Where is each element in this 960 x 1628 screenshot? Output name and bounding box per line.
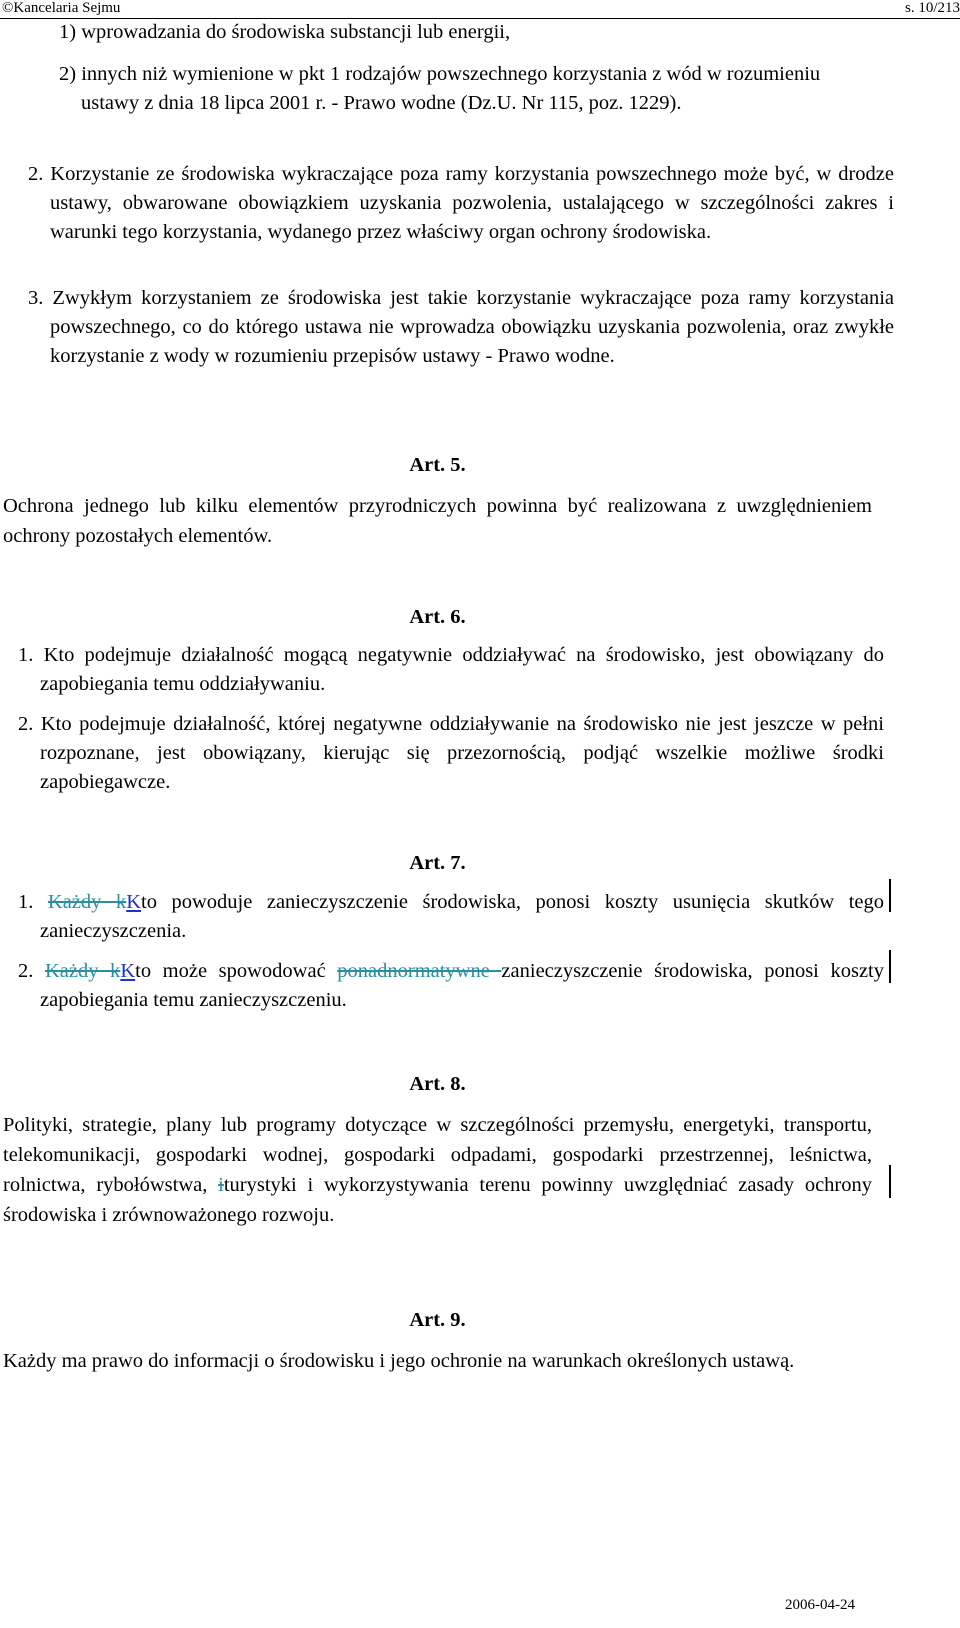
- paragraph-text: turystyki i wykorzystywania terenu powinny uwzględniać zasady ochrony środowiska i zrównoważonego rozwoju.: [3, 1174, 872, 1226]
- deleted-text: ponadnormatywne: [337, 960, 502, 982]
- page-header-left: ©Kancelaria Sejmu: [2, 0, 121, 16]
- article-7-paragraph-1: [18, 888, 884, 946]
- deleted-text: Każdy k: [44, 960, 121, 982]
- change-bar: [889, 1165, 891, 1198]
- article-6-paragraph-1: 1. Kto podejmuje działalność mogącą negatywnie oddziaływać na środowisko, jest obowiązany do zapobiegania temu oddziaływaniu.: [18, 644, 884, 695]
- list-item-1: 1) wprowadzania do środowiska substancji lub energii,: [59, 21, 511, 43]
- article-6-paragraph-2: 2. Kto podejmuje działalność, której negatywne oddziaływanie na środowisko nie jest jeszcze w pełni rozpoznane, jest obowiązany, kierując się przezornością, podjąć wszelkie możliwe środki zapobiegawcze.: [18, 713, 884, 793]
- paragraph-3: 3. Zwykłym korzystaniem ze środowiska jest takie korzystanie wykraczające poza ramy korzystania powszechnego, co do którego ustawa nie wprowadza obowiązku uzyskania pozwolenia, oraz zwykłe korzystanie z wody w rozumieniu przepisów ustawy - Prawo wodne.: [28, 287, 894, 367]
- paragraph-number: 1.: [18, 891, 48, 913]
- article-8-heading: Art. 8.: [409, 1073, 466, 1095]
- article-6-heading: Art. 6.: [409, 606, 466, 628]
- article-9-text: Każdy ma prawo do informacji o środowisku i jego ochronie na warunkach określonych ustawą.: [3, 1350, 795, 1372]
- inserted-text: K: [120, 960, 136, 982]
- article-5-text: Ochrona jednego lub kilku elementów przyrodniczych powinna być realizowana z uwzględnieniem ochrony pozostałych elementów.: [3, 495, 872, 547]
- paragraph-text: to powoduje zanieczyszczenie środowiska, ponosi koszty usunięcia skutków tego zanieczyszczenia.: [40, 891, 884, 942]
- deleted-text: Każdy k: [47, 891, 127, 913]
- page-number: s. 10/213: [904, 0, 960, 16]
- paragraph-text: to może spowodować: [135, 960, 338, 982]
- deleted-text: i: [218, 1174, 224, 1196]
- paragraph-text: Polityki, strategie, plany lub programy dotyczące w szczególności przemysłu, energetyki, transportu, telekomunikacji, gospodarki wodnej, gospodarki odpadami, gospodarki przestrzennej, leśnictwa, rolnictwa, rybołówstwa,: [3, 1114, 872, 1196]
- inserted-text: K: [126, 891, 141, 913]
- article-8-text: [3, 1110, 872, 1230]
- article-7-paragraph-2: [18, 957, 884, 1015]
- article-9-heading: Art. 9.: [409, 1309, 466, 1331]
- change-bar: [889, 879, 891, 912]
- paragraph-2: 2. Korzystanie ze środowiska wykraczające poza ramy korzystania powszechnego może być, w drodze ustawy, obwarowane obowiązkiem uzyskania pozwolenia, ustalającego w szczególności zakres i warunki tego korzystania, wydanego przez właściwy organ ochrony środowiska.: [28, 163, 894, 243]
- paragraph-number: 2.: [18, 960, 45, 982]
- footer-date: 2006-04-24: [785, 1597, 855, 1613]
- article-5-heading: Art. 5.: [409, 454, 466, 476]
- article-7-heading: Art. 7.: [409, 852, 466, 874]
- change-bar: [889, 950, 891, 983]
- paragraph-text: zanieczyszczenie środowiska, ponosi koszty zapobiegania temu zanieczyszczeniu.: [40, 960, 884, 1011]
- list-item-2: 2) innych niż wymienione w pkt 1 rodzajów powszechnego korzystania z wód w rozumieniu ustawy z dnia 18 lipca 2001 r. - Prawo wodne (Dz.U. Nr 115, poz. 1229).: [59, 63, 821, 114]
